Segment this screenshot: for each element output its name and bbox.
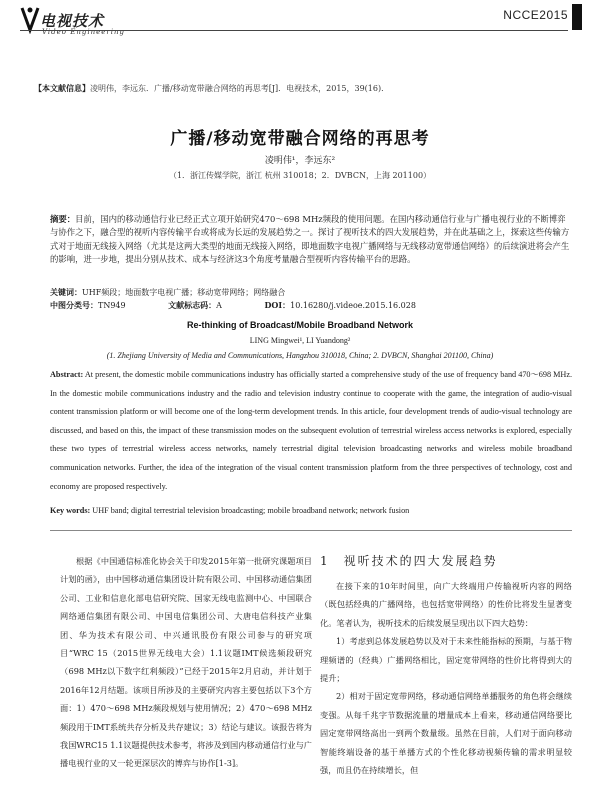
journal-name: 电视技术	[40, 12, 105, 30]
body-paragraph: 根据《中国通信标准化协会关于印发2015年第一批研究课题项目计划的函》，由中国移动通信集团设计院有限公司、中国移动通信集团公司、工业和信息化部电信研究院、国家无线电监测中心、中国联合网络通信集团有限公司、中国电信集团公司、大唐电信科技产业集团、华为技术有限公司、中兴通讯股份有限公司参与的研究项目“WRC 15（2015世界无线电大会）1.1议题IMT候选频段研究（698 MHz以下数字红利频段）”已经于2015年2月启动，并计划于2016年12月结题。该项目所涉及的主要研究内容主要包括以下3个方面：1）470～698 MHz频段规划与使用情况；2）470～698 MHz频段用于IMT系统共存分析及共存建议；3）结论与建议。该报告将为我国WRC15 1.1议题提供技术参考，将涉及到国内移动通信行业与广播电视行业的又一轮更深层次的博弈与协作[1-3]。	[60, 556, 312, 769]
section-heading	[320, 552, 572, 569]
body-paragraph: 1）考虑到总体发展趋势以及对于未来性能指标的预期，与基于物理频谱的（经典）广播网络相比，固定宽带网络的性价比将得到大的提升；	[320, 636, 572, 684]
paper-authors: 凌明伟¹，李远东²	[264, 156, 336, 166]
clc-label: 中图分类号：	[50, 300, 98, 310]
body-right-column	[320, 552, 572, 779]
english-keywords-label: Key words:	[50, 506, 91, 515]
section-number: 1	[320, 554, 330, 568]
header-bar	[572, 4, 582, 30]
doi-label: DOI：	[264, 300, 291, 310]
classification-line	[50, 300, 570, 311]
body-left-column	[60, 552, 312, 773]
divider-rule	[50, 530, 572, 531]
clc-value: TN949	[98, 301, 126, 310]
english-affiliation: (1. Zhejiang University of Media and Communications, Hangzhou 310018, China; 2. DVBCN, Shanghai 201100, China)	[106, 351, 494, 360]
paper-title: 广播/移动宽带融合网络的再思考	[170, 129, 430, 149]
english-keywords-text: UHF band; digital terrestrial television broadcasting; mobile broadband network; network fusion	[92, 506, 410, 515]
body-paragraph: 2）相对于固定宽带网络，移动通信网络单播服务的角色将会继续变强。从每千兆字节数据流量的增量成本上看来，移动通信网络要比固定宽带网络高出一到两个数量级。虽然在目前，人们对于面向移动智能终端设备的基于单播方式的个性化移动视频传输的需求明显较强，而且仍在持续增长，但	[320, 691, 572, 776]
english-keywords	[50, 506, 572, 515]
paper-affiliation: （1．浙江传媒学院，浙江 杭州 310018；2．DVBCN，上海 201100）	[168, 171, 432, 180]
keywords-cn-label: 关键词：	[50, 287, 82, 297]
doc-value: A	[216, 301, 222, 310]
english-authors: LING Mingwei¹, LI Yuandong²	[249, 336, 351, 345]
citation-info	[34, 82, 568, 95]
section-title: 视听技术的四大发展趋势	[343, 554, 498, 568]
doc-label: 文献标志码：	[168, 300, 217, 310]
abstract-cn	[50, 213, 570, 267]
keywords-cn-text: UHF频段；地面数字电视广播；移动宽带网络；网络融合	[82, 288, 286, 297]
journal-subtitle: Video Engineering	[42, 28, 125, 36]
citation-text: 凌明伟，李远东．广播/移动宽带融合网络的再思考[J]．电视技术，2015，39(16)．	[90, 84, 390, 93]
page-header	[20, 4, 582, 44]
header-rule	[20, 30, 568, 31]
abstract-cn-text: 目前，国内的移动通信行业已经正式立项开始研究470～698 MHz频段的使用问题。在国内移动通信行业与广播电视行业的不断博弈与协作之下，融合型的视听内容传输平台或将成为长远的发展趋势之一。探讨了视听技术的四大发展趋势，并在此基础之上，探索这些传输方式对于地面无线接入网络（尤其是这两大类型的地面无线接入网络，即地面数字电视广播网络与无线移动宽带通信网络）的后续演进将会产生的影响，进一步地，提出分别从技术、成本与经济这3个角度考量融合型视听内容传输平台的思路。	[50, 214, 570, 265]
keywords-cn	[50, 287, 570, 298]
journal-logo	[20, 4, 130, 40]
english-abstract-text: At present, the domestic mobile communications industry has officially started a comprehensive study of the use of frequency band 470～698 MHz. In the domestic mobile communications industry and the radio and television industry continue to cooperate with the game, the integration of audio-visual content transmission platform or will become one of the long-term development trends. In this article, four development trends of audio-visual technology are discussed, and based on this, the impact of these transmission modes on the subsequent evolution of terrestrial wireless access networks is explored, especially these two types of terrestrial wireless access networks, namely terrestrial digital television broadcasting networks and wireless mobile broadband communication networks. Further, the idea of the integration of the visual content transmission platform from the three perspectives of technology, cost and economy are proposed respectively.	[50, 370, 572, 491]
english-title: Re-thinking of Broadcast/Mobile Broadband Network	[186, 320, 413, 330]
issue-tag: NCCE2015	[503, 8, 568, 22]
citation-label: 【本文献信息】	[34, 83, 90, 93]
body-paragraph: 在接下来的10年时间里，向广大终端用户传输视听内容的网络（既包括经典的广播网络，也包括宽带网络）的性价比将发生显著变化。笔者认为，视听技术的后续发展呈现出以下四大趋势：	[320, 581, 572, 628]
english-abstract-label: Abstract:	[50, 370, 84, 379]
doi-value: 10.16280/j.videoe.2015.16.028	[290, 301, 416, 310]
english-abstract	[50, 366, 572, 496]
abstract-cn-label: 摘要：	[50, 214, 76, 224]
